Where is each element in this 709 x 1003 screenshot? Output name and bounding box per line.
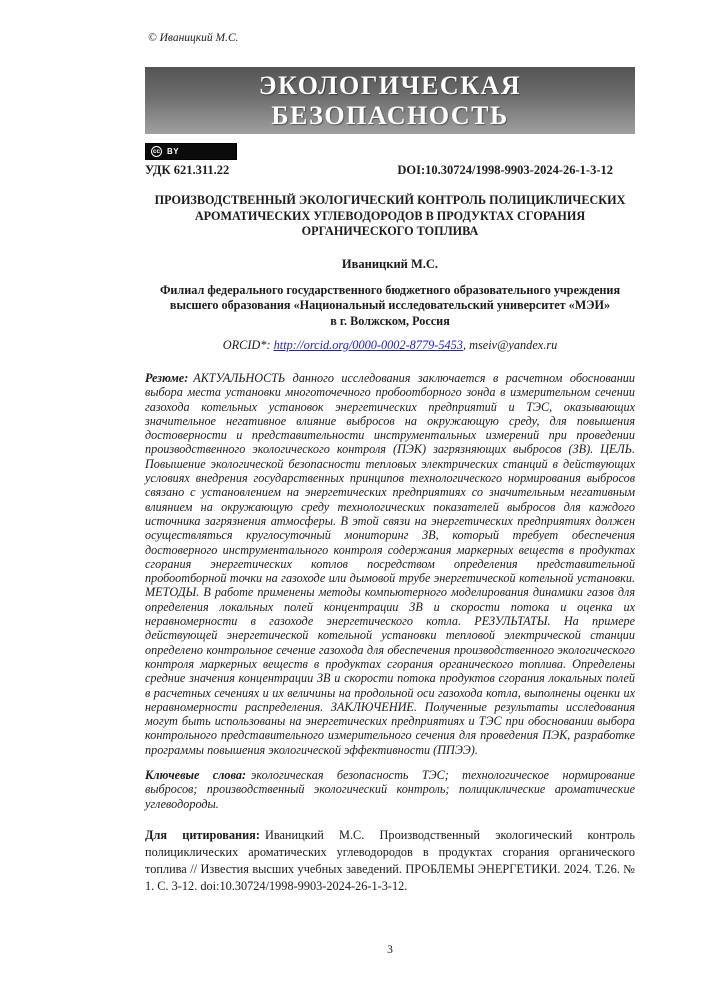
orcid-link[interactable]: http://orcid.org/0000-0002-8779-5453 — [273, 338, 463, 352]
citation-paragraph — [145, 827, 635, 895]
cc-icon: cc — [152, 148, 161, 155]
title-line: ПРОИЗВОДСТВЕННЫЙ ЭКОЛОГИЧЕСКИЙ КОНТРОЛЬ ПОЛИЦИКЛИЧЕСКИХ — [154, 193, 626, 207]
cc-by-label: BY — [167, 147, 180, 156]
title-line: АРОМАТИЧЕСКИХ УГЛЕВОДОРОДОВ В ПРОДУКТАХ СГОРАНИЯ — [194, 208, 586, 223]
citation-text: Иваницкий М.С. Производственный экологический контроль полициклических ароматических углеводородов в продуктах сгорания органического топлива // Известия высших учебных заведений. ПРОБЛЕМЫ ЭНЕРГЕТИКИ. 2024. Т.26. № 1. С. 3-12. doi:10.30724/1998-9903-2024-26-1-3-12. — [145, 827, 635, 893]
author-name: Иваницкий М.С. — [341, 256, 439, 271]
keywords-text: экологическая безопасность ТЭС; технологическое нормирование выбросов; производственный экологический контроль; полициклические ароматические углеводороды. — [145, 768, 635, 811]
email-text: , mseiv@yandex.ru — [462, 338, 558, 352]
doi-label: DOI:10.30724/1998-9903-2024-26-1-3-12 — [397, 163, 613, 177]
abstract-label: Резюме: — [145, 371, 189, 385]
keywords-paragraph — [145, 768, 635, 811]
abstract-paragraph — [145, 371, 635, 757]
keywords-label: Ключевые слова: — [145, 768, 247, 783]
affiliation-line: в г. Волжском, Россия — [330, 313, 450, 328]
copyright-text: © Иваницкий М.С. — [148, 32, 239, 44]
affiliation — [145, 283, 635, 330]
abstract-text: АКТУАЛЬНОСТЬ данного исследования заключается в расчетном обосновании выбора места установки многоточечного пробоотборного зонда в измерительном сечении газохода котельных установок энергетических предприятий и ТЭС, оказывающих значительное негативное влияние выбросов на окружающую среду, для повышения достоверности и представительности инструментальных измерений при проведении производственного экологического контроля (ПЭК) загрязняющих выбросов (ЗВ). ЦЕЛЬ. Повышение экологической безопасности тепловых электрических станций в действующих условиях внедрения государственных принципов технологического нормирования выбросов связано с установлением на энергетических предприятиях со значительным негативным влиянием на окружающую среду технологических показателей выбросов для каждого источника загрязнения атмосферы. В этой связи на энергетических предприятиях должен осуществляться круглосуточный мониторинг ЗВ, который требует обеспечения достоверного инструментального контроля содержания маркерных веществ в продуктах сгорания энергетических котлов посредством определения представительной пробоотборной точки на газоходе или дымовой трубе энергетической котельной установки. МЕТОДЫ. В работе применены методы компьютерного моделирования динамики газов для определения локальных полей концентрации ЗВ и скорости потока и оценка их неравномерности в газоходе энергетического котла. РЕЗУЛЬТАТЫ. На примере действующей энергетической котельной установки тепловой электрической станции определено контрольное сечение газохода для обеспечения производственного экологического контроля маркерных веществ в продуктах сгорания органического топлива. Определены средние значения концентрации ЗВ и скорости потока продуктов сгорания локальных полей в расчетных сечениях и их величины на продольной оси газохода котла, выполнены оценки их неравномерности распределения. ЗАКЛЮЧЕНИЕ. Полученные результаты исследования могут быть использованы на энергетических предприятиях и ТЭС при обосновании выбора контрольного представительного измерительного сечения для проведения ПЭК, разработке программы повышения экологической эффективности (ППЭЭ). — [145, 371, 635, 757]
page-number: 3 — [387, 944, 393, 956]
citation-label: Для цитирования: — [145, 827, 260, 842]
orcid-label: ORCID*: — [222, 338, 274, 352]
section-banner — [145, 67, 635, 134]
page-content — [0, 31, 709, 895]
banner-title-line1: ЭКОЛОГИЧЕСКАЯ — [258, 70, 522, 100]
affiliation-line: Филиал федерального государственного бюджетного образовательного учреждения — [159, 282, 621, 297]
title-line: ОРГАНИЧЕСКОГО ТОПЛИВА — [301, 224, 479, 238]
udk-label: УДК 621.311.22 — [145, 163, 230, 177]
meta-row — [145, 163, 635, 178]
article-title — [145, 193, 635, 240]
affiliation-line: высшего образования «Национальный исследовательский университет «МЭИ» — [169, 298, 611, 312]
banner-title-line2: БЕЗОПАСНОСТЬ — [271, 100, 509, 130]
cc-by-badge — [145, 143, 237, 160]
orcid-line — [145, 338, 635, 353]
